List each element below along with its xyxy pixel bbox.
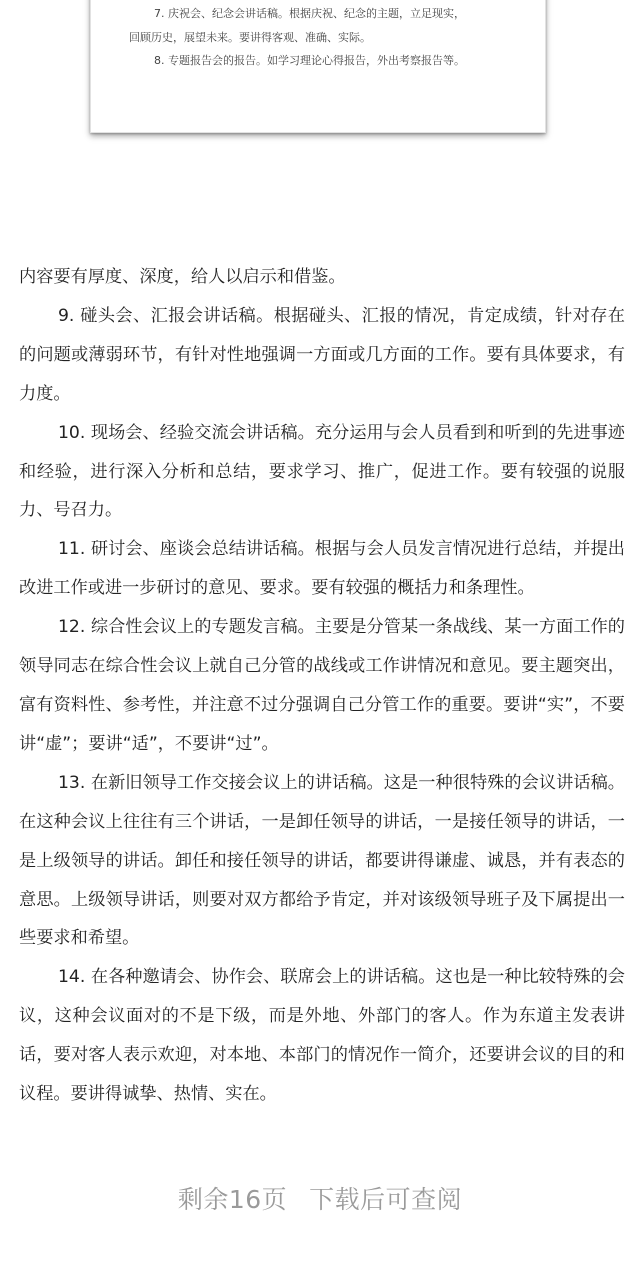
page-preview-card — [90, 0, 546, 133]
paragraph: 13. 在新旧领导工作交接会议上的讲话稿。这是一种很特殊的会议讲话稿。在这种会议上往往有三个讲话，一是卸任领导的讲话，一是接任领导的讲话，一是上级领导的讲话。卸任和接任领导的讲话，都要讲得谦虚、诚恳，并有表态的意思。上级领导讲话，则要对双方都给予肯定，并对该级领导班子及下属提出一些要求和希望。 — [19, 772, 625, 949]
download-to-view-label: 下载后可查阅 — [309, 1185, 463, 1214]
paragraph: 14. 在各种邀请会、协作会、联席会上的讲话稿。这也是一种比较特殊的会议，这种会议面对的不是下级，而是外地、外部门的客人。作为东道主发表讲话，要对客人表示欢迎，对本地、本部门的情况作一简介，还要讲会议的目的和议程。要讲得诚挚、热情、实在。 — [19, 967, 625, 1105]
paragraph: 9. 碰头会、汇报会讲话稿。根据碰头、汇报的情况，肯定成绩，针对存在的问题或薄弱环节，有针对性地强调一方面或几方面的工作。要有具体要求，有力度。 — [19, 305, 625, 404]
paragraph: 10. 现场会、经验交流会讲话稿。充分运用与会人员看到和听到的先进事迹和经验，进行深入分析和总结，要求学习、推广，促进工作。要有较强的说服力、号召力。 — [19, 422, 625, 521]
remaining-pages-label: 剩余16页 — [177, 1185, 288, 1214]
paragraph: 11. 研讨会、座谈会总结讲话稿。根据与会人员发言情况进行总结，并提出改进工作或进一步研讨的意见、要求。要有较强的概括力和条理性。 — [19, 539, 625, 599]
preview-line: 回顾历史，展望未来。要讲得客观、准确、实际。 — [129, 31, 371, 44]
preview-line: 7. 庆祝会、纪念会讲话稿。根据庆祝、纪念的主题，立足现实， — [154, 7, 465, 20]
document-body — [19, 258, 625, 1114]
download-prompt[interactable] — [0, 1180, 640, 1220]
preview-line: 8. 专题报告会的报告。如学习理论心得报告，外出考察报告等。 — [154, 54, 465, 67]
paragraph: 内容要有厚度、深度，给人以启示和借鉴。 — [19, 267, 346, 287]
paragraph: 12. 综合性会议上的专题发言稿。主要是分管某一条战线、某一方面工作的领导同志在综合性会议上就自己分管的战线或工作讲情况和意见。要主题突出，富有资料性、参考性，并注意不过分强调自己分管工作的重要。要讲“实”，不要讲“虚”；要讲“适”，不要讲“过”。 — [19, 617, 625, 754]
